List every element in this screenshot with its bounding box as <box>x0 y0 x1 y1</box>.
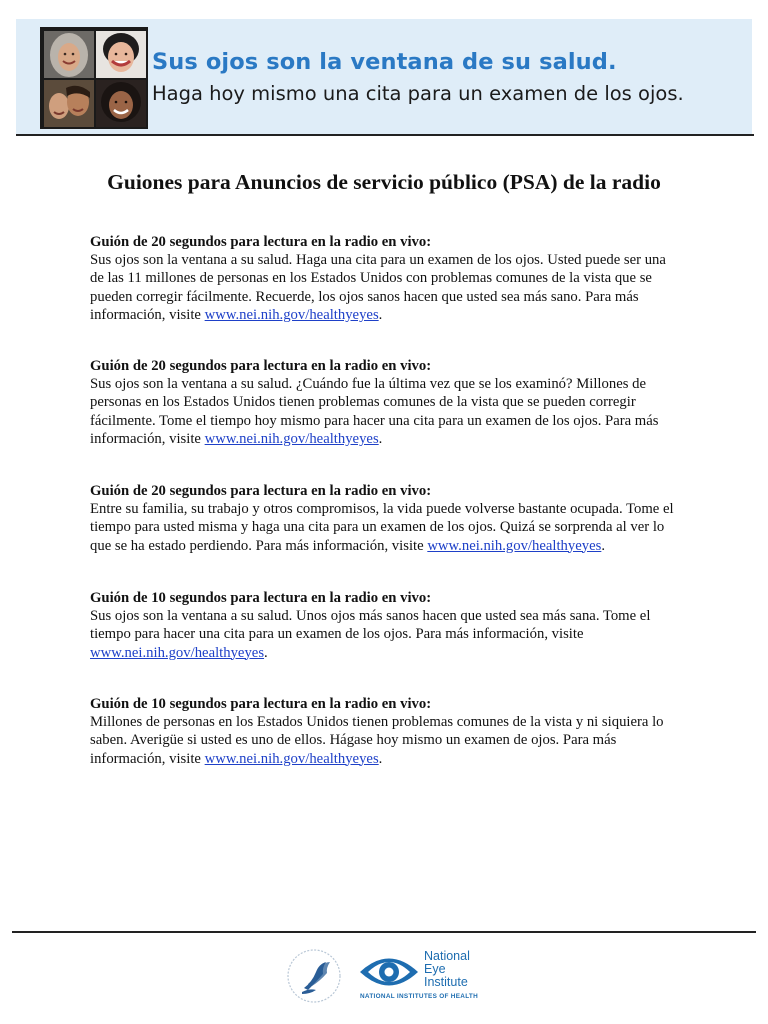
healthyeyes-link[interactable]: www.nei.nih.gov/healthyeyes <box>204 430 379 447</box>
portrait-collage <box>40 27 148 129</box>
script-heading: Guión de 10 segundos para lectura en la radio en vivo: <box>90 590 432 606</box>
script-end: . <box>264 644 268 661</box>
header-banner <box>16 19 752 134</box>
healthyeyes-link[interactable]: www.nei.nih.gov/healthyeyes <box>90 644 265 661</box>
nei-wordmark-line: Institute <box>424 975 468 989</box>
script-text: Sus ojos son la ventana a su salud. Haga una cita para un examen de los ojos. Usted puede ser una de las 11 millones de personas en los Estados Unidos con problemas comunes de la vista que se pueden corregir fácilmente. Recuerde, los ojos sanos hacen que usted sea más sano. Para más información, visite <box>90 252 666 323</box>
healthyeyes-link[interactable]: www.nei.nih.gov/healthyeyes <box>204 306 379 323</box>
script-end: . <box>378 306 383 323</box>
psa-script-block <box>90 695 680 768</box>
psa-script-block <box>90 482 680 555</box>
portrait-photo <box>96 31 146 78</box>
script-heading: Guión de 20 segundos para lectura en la radio en vivo: <box>90 358 432 374</box>
portrait-photo <box>44 80 94 127</box>
script-end: . <box>601 537 606 554</box>
portrait-photo <box>96 80 146 127</box>
script-heading: Guión de 20 segundos para lectura en la radio en vivo: <box>90 234 432 250</box>
healthyeyes-link[interactable]: www.nei.nih.gov/healthyeyes <box>204 750 379 767</box>
script-end: . <box>378 430 383 447</box>
hhs-eagle-seal-icon <box>286 948 342 1004</box>
portrait-photo <box>44 31 94 78</box>
nih-wordmark: NATIONAL INSTITUTES OF HEALTH <box>360 993 479 1000</box>
script-text: Millones de personas en los Estados Unidos tienen problemas comunes de la vista y ni siquiera lo saben. Averigüe si usted es uno de ellos. Hágase hoy mismo un examen de ojos. Para más información, visite <box>90 714 664 767</box>
healthyeyes-link[interactable]: www.nei.nih.gov/healthyeyes <box>427 537 602 554</box>
script-end: . <box>378 750 383 767</box>
nei-eye-logo-icon <box>358 947 420 997</box>
script-text: Entre su familia, su trabajo y otros compromisos, la vida puede volverse bastante ocupada. Tome el tiempo para usted misma y haga una cita para un examen de los ojos. Quizá se sorprenda al ver lo que se ha estado perdiendo. Para más información, visite <box>90 501 674 554</box>
header-divider <box>16 134 754 136</box>
nei-wordmark <box>424 950 484 989</box>
banner-title: Sus ojos son la ventana de su salud. <box>152 49 617 75</box>
psa-script-block <box>90 357 680 448</box>
nei-wordmark-line: National <box>424 949 470 963</box>
footer-divider <box>12 931 756 933</box>
page-title: Guiones para Anuncios de servicio público (PSA) de la radio <box>107 170 661 194</box>
nei-wordmark-line: Eye <box>424 962 446 976</box>
banner-subtitle: Haga hoy mismo una cita para un examen de los ojos. <box>152 82 684 105</box>
psa-script-block <box>90 589 680 662</box>
script-text: Sus ojos son la ventana a su salud. ¿Cuándo fue la última vez que se los examinó? Millones de personas en los Estados Unidos tienen problemas comunes de la vista que se pueden corregir fácilmente. Tome el tiempo hoy mismo para hacer una cita para un examen de los ojos. Para más información, visite <box>90 376 659 447</box>
psa-script-block <box>90 233 680 324</box>
script-heading: Guión de 20 segundos para lectura en la radio en vivo: <box>90 483 432 499</box>
script-text: Sus ojos son la ventana a su salud. Unos ojos más sanos hacen que usted sea más sana. Tome el tiempo para hacer una cita para un examen de los ojos. Para más información, visite <box>90 608 651 643</box>
script-heading: Guión de 10 segundos para lectura en la radio en vivo: <box>90 696 432 712</box>
